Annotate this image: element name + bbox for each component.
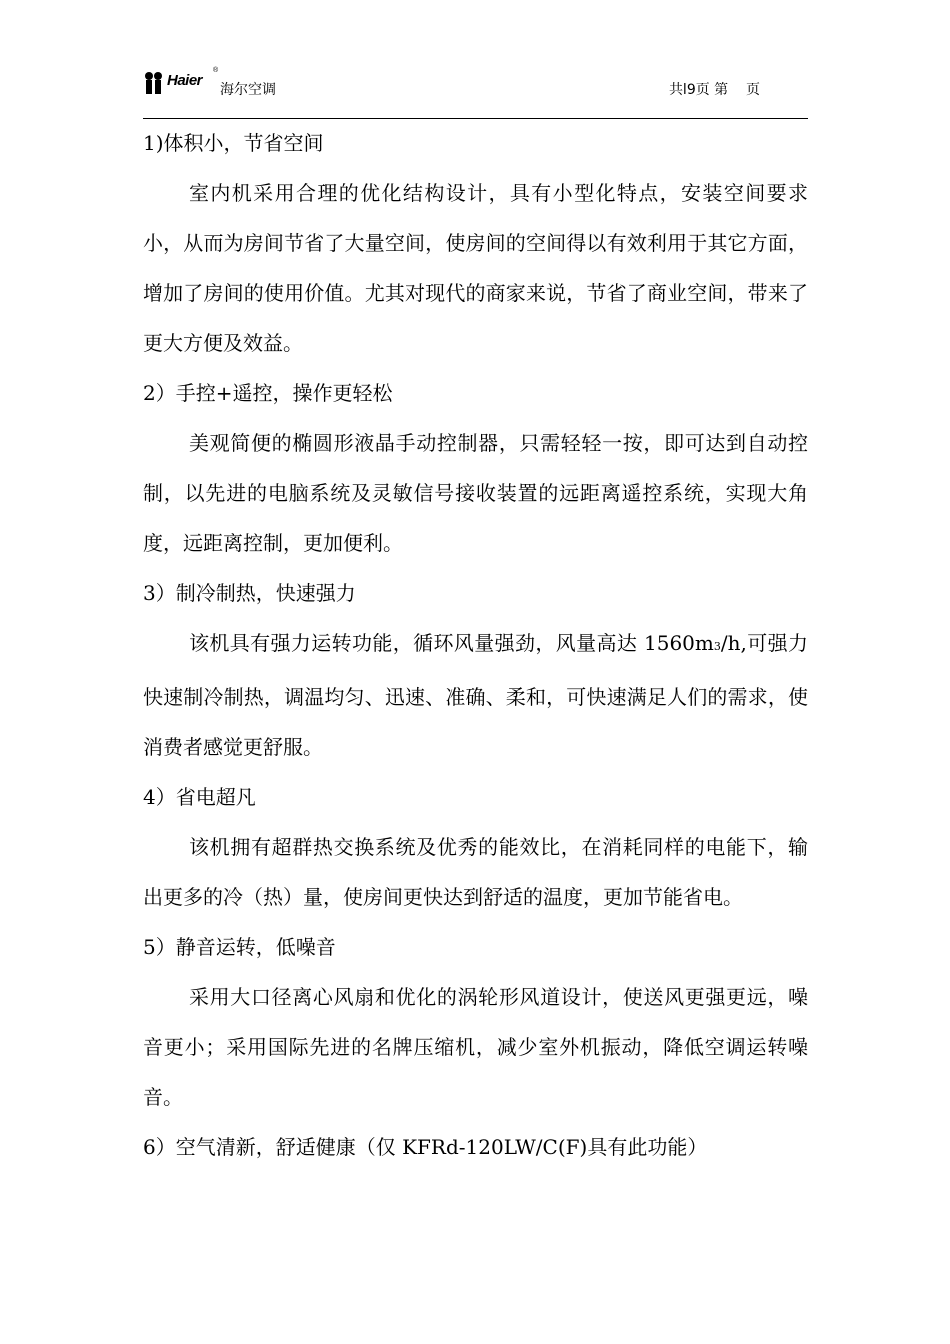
page-header	[143, 62, 808, 119]
section-heading-5: 5）静音运转，低噪音	[143, 935, 336, 959]
section-heading-6: 6）空气清新，舒适健康（仅 KFRd-120LW/C(F)具有此功能）	[143, 1135, 708, 1159]
cubic-superscript: 3	[713, 640, 721, 653]
section-body-5: 采用大口径离心风扇和优化的涡轮形风道设计，使送风更强更远，噪音更小；采用国际先进的名牌压缩机，减少室外机振动，降低空调运转噪音。	[143, 985, 808, 1109]
section-body-3-pre: 该机具有强力运转功能，循环风量强劲，风量高达 1560m	[189, 631, 714, 655]
section-heading-1: 1)体积小，节省空间	[143, 131, 324, 155]
section-body-1: 室内机采用合理的优化结构设计，具有小型化特点，安装空间要求小，从而为房间节省了大量空间，使房间的空间得以有效利用于其它方面，增加了房间的使用价值。尤其对现代的商家来说，节省了商业空间，带来了更大方便及效益。	[143, 181, 808, 355]
section-body-3	[143, 618, 808, 772]
section-heading-3: 3）制冷制热，快速强力	[143, 581, 356, 605]
registered-mark-icon: ®	[213, 67, 219, 74]
page-number-info: 共l9页 第 页	[668, 82, 760, 98]
section-heading-2: 2）手控+遥控，操作更轻松	[143, 381, 393, 405]
haier-logo-icon	[143, 68, 165, 96]
section-body-4: 该机拥有超群热交换系统及优秀的能效比，在消耗同样的电能下，输出更多的冷（热）量，使房间更快达到舒适的温度，更加节能省电。	[143, 835, 808, 909]
document-body	[143, 118, 808, 1172]
brand-name: 海尔空调	[220, 82, 276, 98]
section-heading-4: 4）省电超凡	[143, 785, 256, 809]
section-body-2: 美观简便的椭圆形液晶手动控制器，只需轻轻一按，即可达到自动控制，以先进的电脑系统及灵敏信号接收装置的远距离遥控系统，实现大角度，远距离控制，更加便利。	[143, 431, 808, 555]
haier-logo-text: Haier	[167, 72, 203, 89]
section-body-3-post: /h,可强力快速制冷制热，调温均匀、迅速、准确、柔和，可快速满足人们的需求，使消费者感觉更舒服。	[143, 631, 808, 759]
